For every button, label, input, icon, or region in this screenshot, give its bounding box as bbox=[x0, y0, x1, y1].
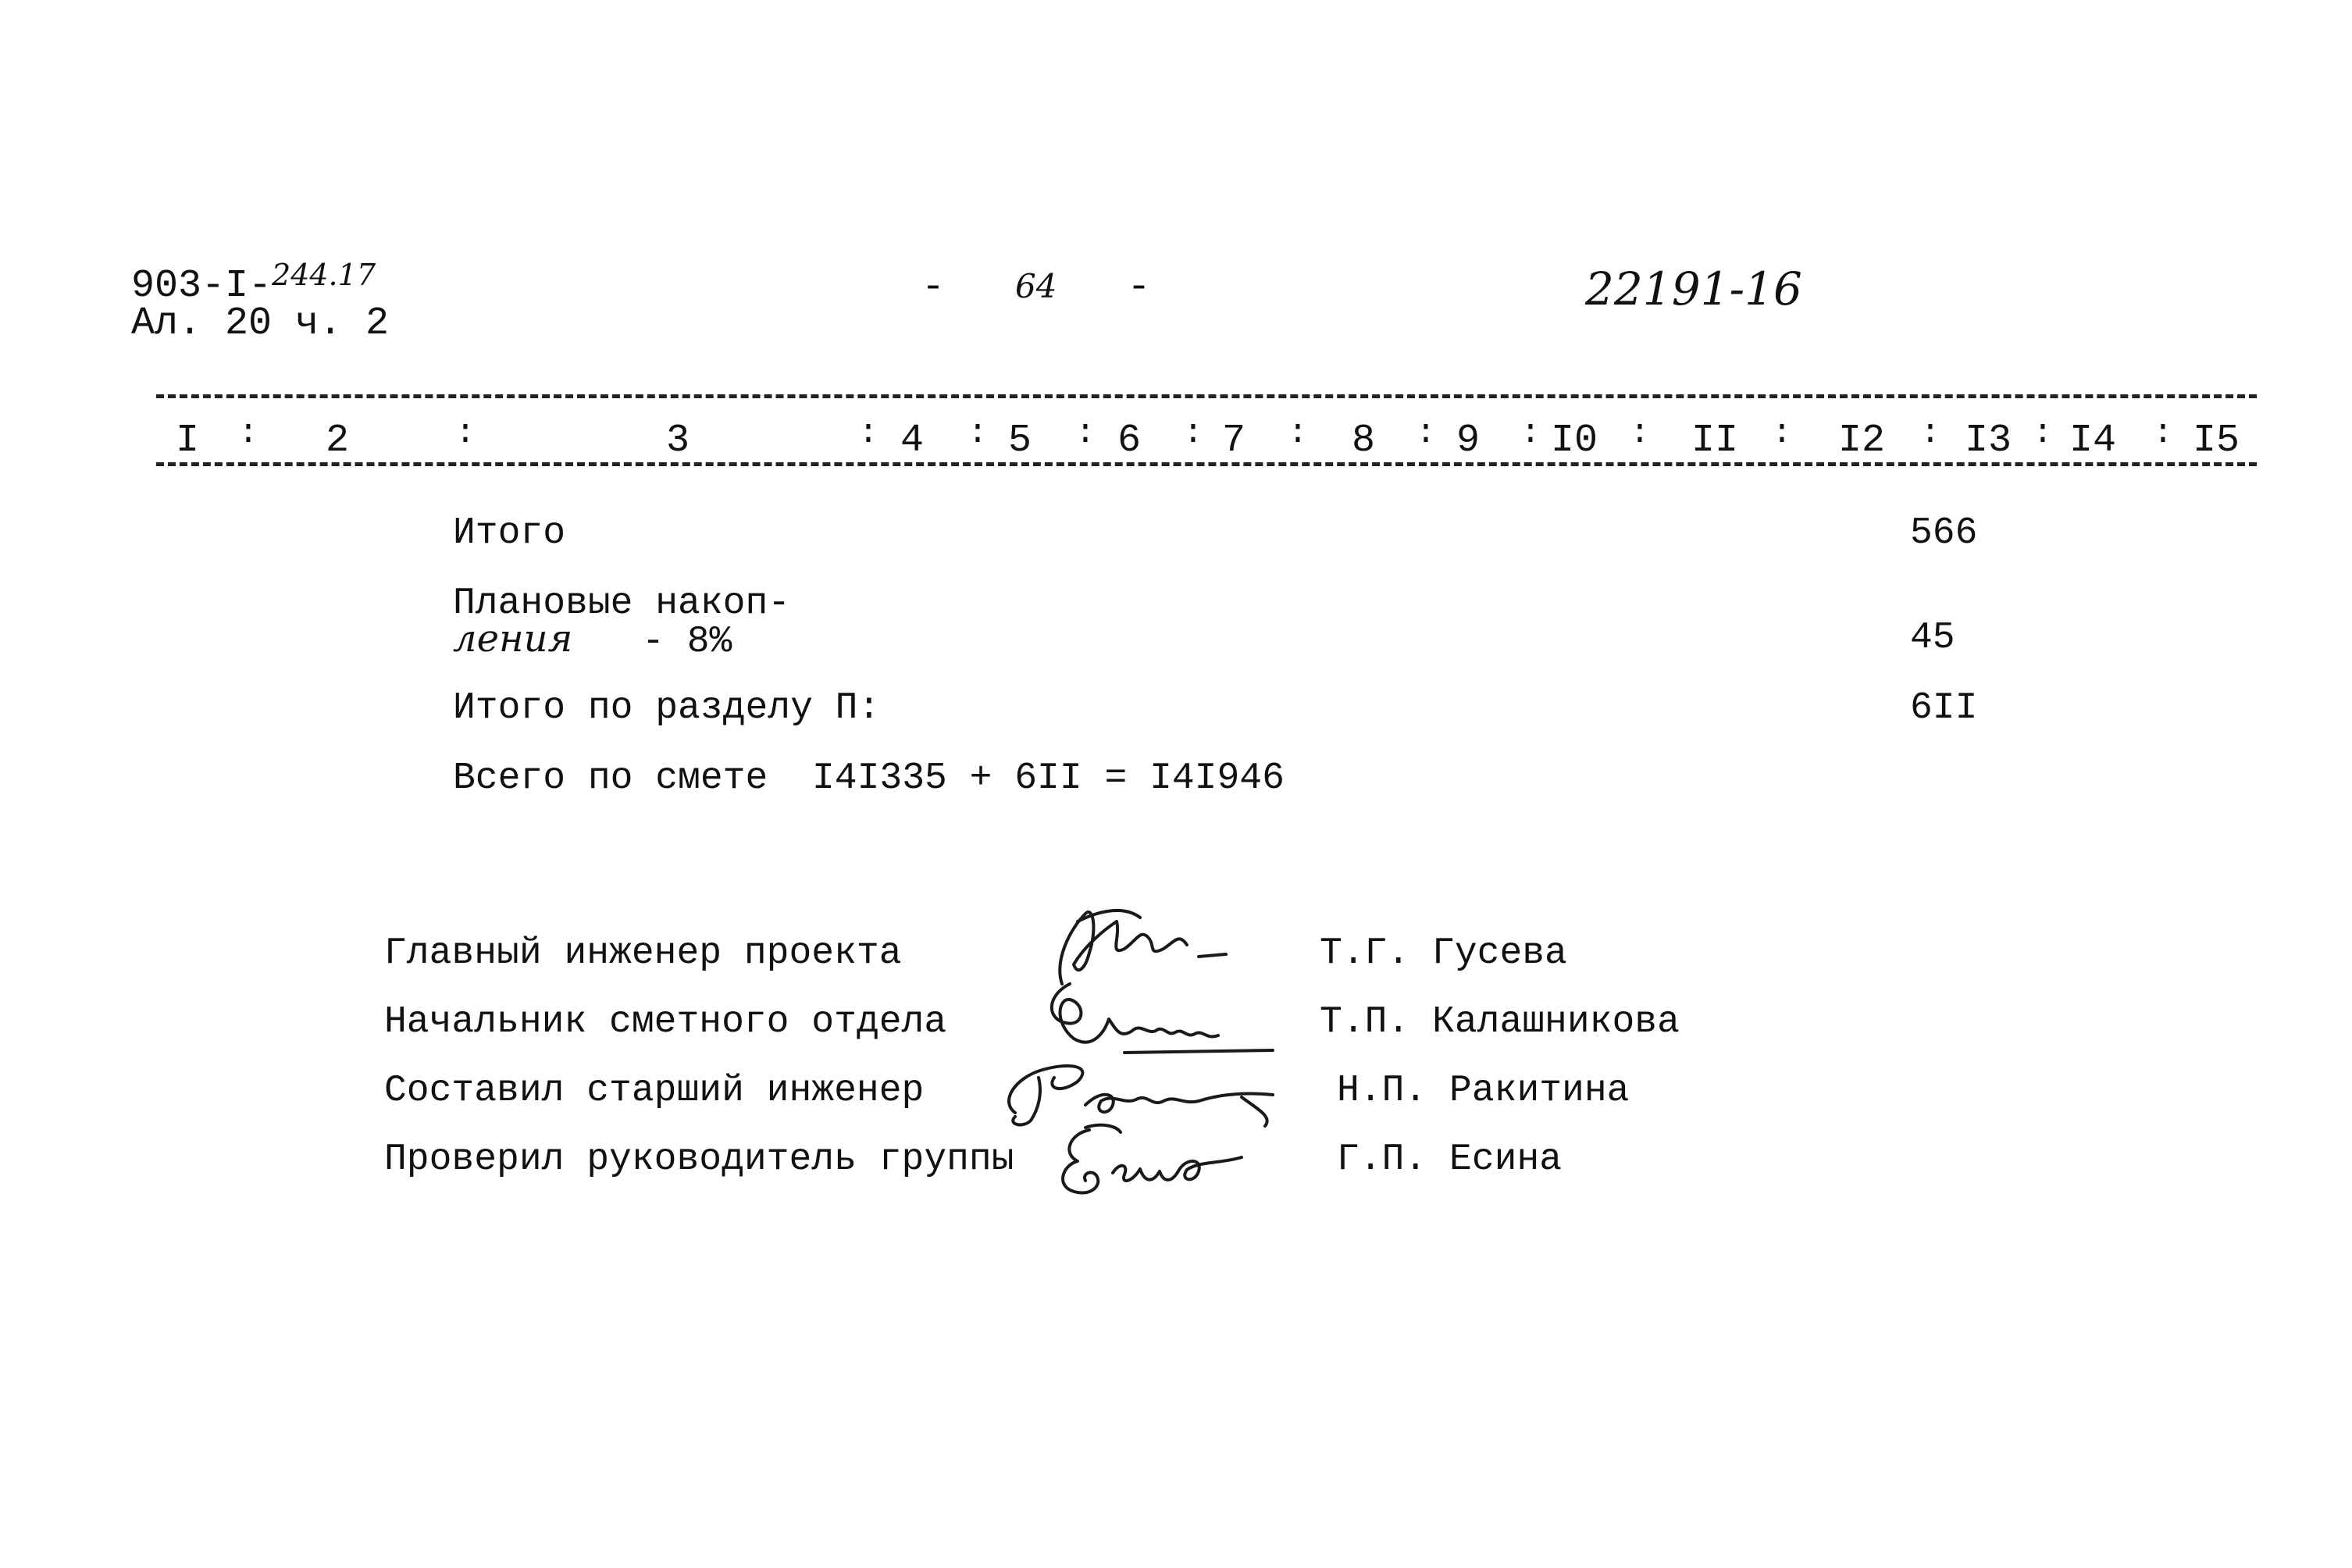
section-total-value: 6II bbox=[1910, 687, 1978, 729]
planned-savings-value: 45 bbox=[1910, 617, 1955, 659]
column-number: I2 bbox=[1837, 419, 1886, 463]
document-code-handwritten: 244.17 bbox=[272, 258, 376, 292]
page-dash-left: - bbox=[921, 265, 946, 310]
column-number: 4 bbox=[900, 419, 925, 463]
section-total-label: Итого по разделу П: bbox=[453, 687, 881, 729]
document-number: 22191-16 bbox=[1585, 262, 1802, 315]
column-separator: : bbox=[1629, 414, 1651, 453]
column-separator: : bbox=[1415, 414, 1437, 453]
column-number: II bbox=[1691, 419, 1739, 463]
column-header-top-rule bbox=[156, 394, 2257, 398]
column-number: I4 bbox=[2069, 419, 2117, 463]
signature-role: Главный инженер проекта bbox=[384, 932, 902, 975]
column-number: 3 bbox=[665, 419, 690, 463]
column-number: I bbox=[175, 419, 200, 463]
total-value: 566 bbox=[1910, 512, 1978, 554]
album-line: Ал. 20 ч. 2 bbox=[131, 301, 390, 346]
planned-savings-label-line1: Плановые накоп- bbox=[453, 583, 791, 625]
column-number: 2 bbox=[325, 419, 350, 463]
column-separator: : bbox=[967, 414, 989, 453]
planned-savings-label-line2 bbox=[453, 617, 732, 663]
column-number: I5 bbox=[2192, 419, 2240, 463]
column-separator: : bbox=[1287, 414, 1309, 453]
column-header-bottom-rule bbox=[156, 462, 2257, 466]
column-number: 5 bbox=[1007, 419, 1032, 463]
signature-role: Проверил руководитель группы bbox=[384, 1139, 1014, 1181]
column-separator: : bbox=[1182, 414, 1204, 453]
column-separator: : bbox=[1520, 414, 1541, 453]
grand-total-expression: I4I335 + 6II = I4I946 bbox=[812, 757, 1285, 800]
planned-savings-percent: - 8% bbox=[642, 621, 732, 663]
signature-name: Т.Г. Гусева bbox=[1320, 932, 1567, 975]
column-separator: : bbox=[1771, 414, 1793, 453]
column-separator: : bbox=[237, 414, 259, 453]
column-separator: : bbox=[857, 414, 879, 453]
planned-savings-word: ления bbox=[453, 617, 573, 661]
column-separator: : bbox=[1919, 414, 1941, 453]
column-separator: : bbox=[2152, 414, 2174, 453]
total-label: Итого bbox=[453, 512, 566, 554]
column-number: I3 bbox=[1964, 419, 2012, 463]
signature-name: Н.П. Ракитина bbox=[1337, 1070, 1630, 1112]
column-separator: : bbox=[1074, 414, 1096, 453]
column-number: 8 bbox=[1351, 419, 1376, 463]
signature-role: Составил старший инженер bbox=[384, 1070, 925, 1112]
signature-role: Начальник сметного отдела bbox=[384, 1001, 947, 1043]
page-number-block bbox=[921, 265, 1150, 310]
signature-name: Г.П. Есина bbox=[1337, 1139, 1563, 1181]
column-number: 6 bbox=[1117, 419, 1142, 463]
column-number: 9 bbox=[1456, 419, 1481, 463]
column-number: 7 bbox=[1221, 419, 1246, 463]
column-separator: : bbox=[2032, 414, 2054, 453]
column-separator: : bbox=[454, 414, 476, 453]
signature-name: Т.П. Калашникова bbox=[1320, 1001, 1680, 1043]
grand-total-label: Всего по смете bbox=[453, 757, 768, 800]
column-number: I0 bbox=[1550, 419, 1598, 463]
document-code-prefix: 903-I- bbox=[131, 264, 273, 308]
signature-scribble-4 bbox=[1046, 1118, 1281, 1204]
page-number: 64 bbox=[1015, 267, 1057, 305]
page-dash-right: - bbox=[1127, 265, 1151, 310]
